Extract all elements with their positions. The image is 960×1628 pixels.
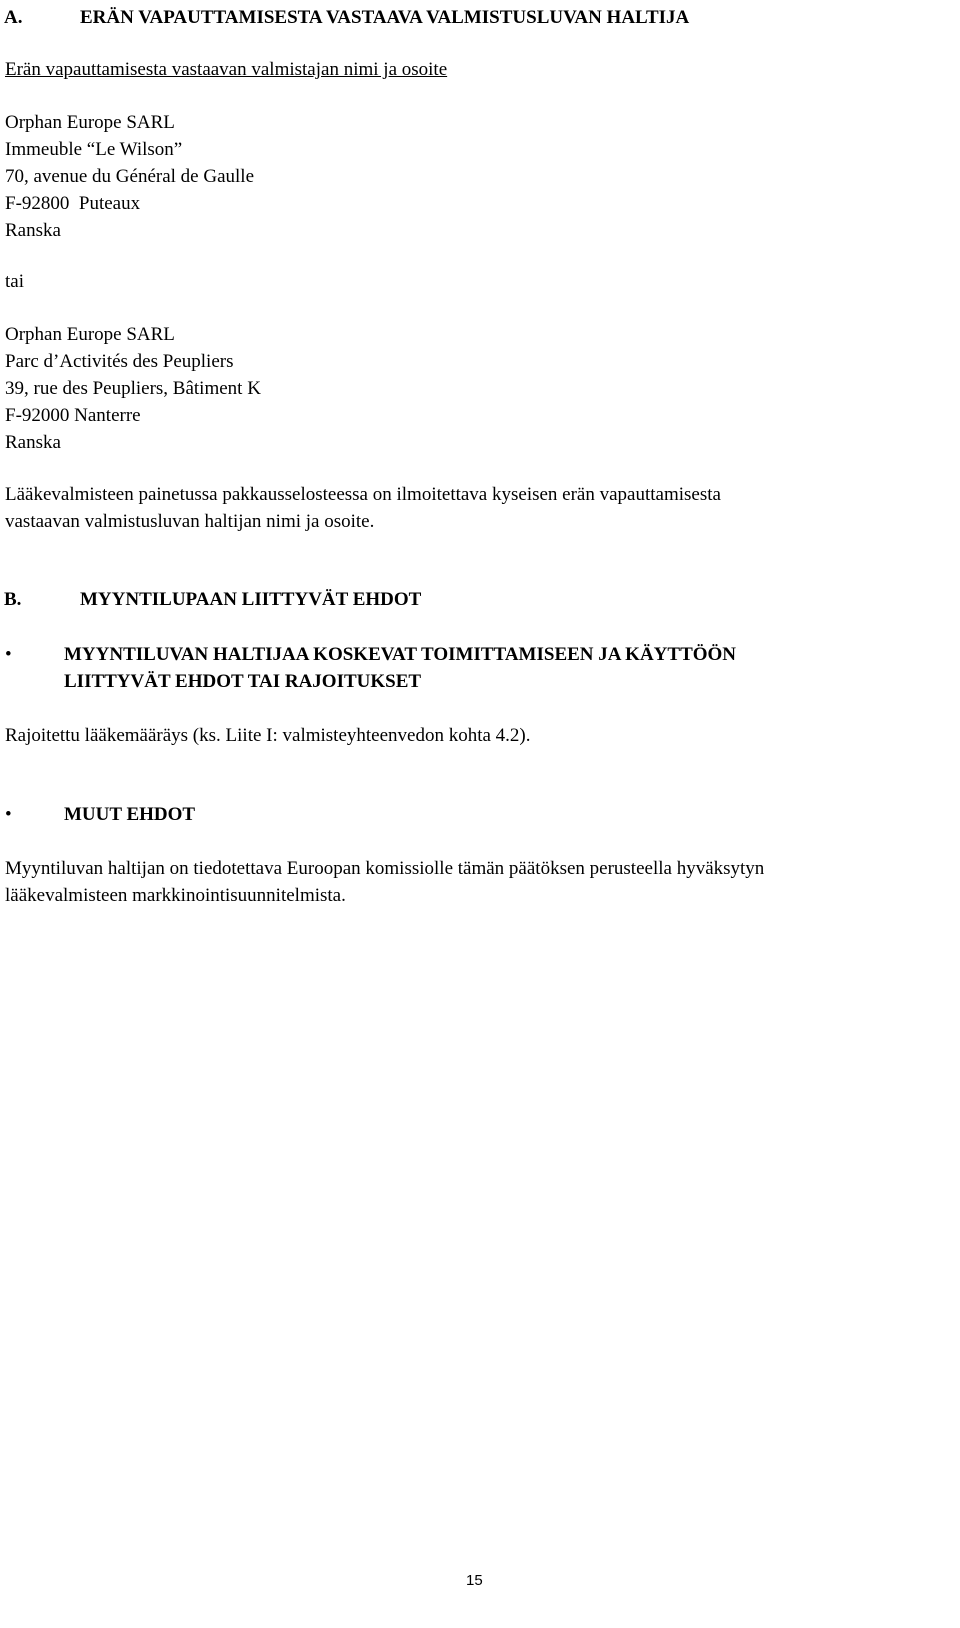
manufacturer-address-1 [5,109,254,244]
bullet-icon: • [5,644,12,665]
section-a-letter: A. [4,7,23,28]
address-line: Immeuble “Le Wilson” [5,139,183,160]
address-line: Ranska [5,432,61,453]
bullet-heading-line: MYYNTILUVAN HALTIJAA KOSKEVAT TOIMITTAMISEEN JA KÄYTTÖÖN [64,644,737,665]
paragraph-line: Myyntiluvan haltijan on tiedotettava Euroopan komissiolle tämän päätöksen perusteella hyväksytyn [5,858,765,879]
bullet-heading-line: LIITTYVÄT EHDOT TAI RAJOITUKSET [64,671,422,692]
paragraph-line: Lääkevalmisteen painetussa pakkausselosteessa on ilmoitettava kyseisen erän vapauttamisesta [5,484,721,505]
bullet-2-heading: MUUT EHDOT [64,804,196,825]
page-number: 15 [466,1572,483,1589]
address-line: Orphan Europe SARL [5,324,175,345]
section-b-letter: B. [4,589,22,610]
marketing-plan-paragraph [5,855,764,909]
bullet-1-heading [64,641,736,695]
prescription-restriction: Rajoitettu lääkemääräys (ks. Liite I: valmisteyhteenvedon kohta 4.2). [5,725,531,746]
section-a-heading: ERÄN VAPAUTTAMISESTA VASTAAVA VALMISTUSLUVAN HALTIJA [80,7,690,28]
manufacturer-address-2 [5,321,261,456]
address-line: F-92800 Puteaux [5,193,141,214]
section-b-heading: MYYNTILUPAAN LIITTYVÄT EHDOT [80,589,422,610]
address-line: 70, avenue du Général de Gaulle [5,166,255,187]
section-a-subheading: Erän vapauttamisesta vastaavan valmistajan nimi ja osoite [5,59,448,80]
separator-text: tai [5,271,24,292]
address-line: Orphan Europe SARL [5,112,175,133]
bullet-icon: • [5,804,12,825]
address-line: Ranska [5,220,61,241]
package-leaflet-note [5,481,721,535]
paragraph-line: vastaavan valmistusluvan haltijan nimi ja osoite. [5,511,375,532]
paragraph-line: lääkevalmisteen markkinointisuunnitelmista. [5,885,346,906]
address-line: 39, rue des Peupliers, Bâtiment K [5,378,261,399]
address-line: Parc d’Activités des Peupliers [5,351,234,372]
address-line: F-92000 Nanterre [5,405,141,426]
